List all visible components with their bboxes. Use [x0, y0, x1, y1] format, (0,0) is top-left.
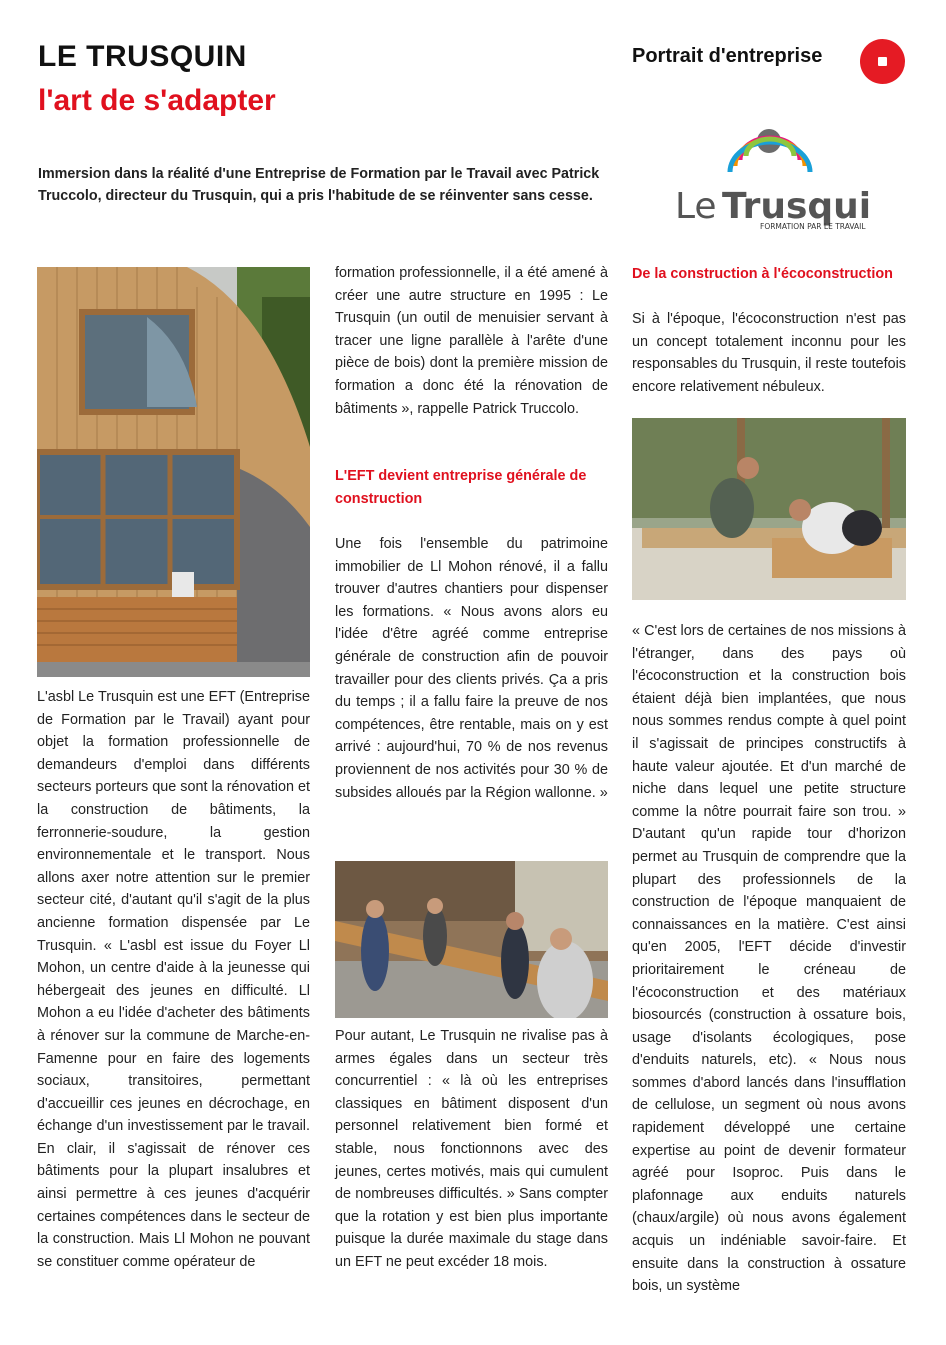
- intro-text: Immersion dans la réalité d'une Entreprise de Formation par le Travail avec Patrick Truccolo, directeur du Trusquin, qui a pris l'habitude de se réinventer sans cesse.: [38, 166, 600, 204]
- title-line2: l'art de s'adapter: [38, 84, 276, 117]
- col3-para1: [632, 308, 906, 398]
- svg-text:Trusquin: Trusqui: [722, 186, 872, 227]
- workshop-carpentry-photo: [335, 861, 608, 1018]
- workers-construction-photo: [632, 418, 906, 600]
- col2-para2: [335, 533, 608, 804]
- col2-paragraph-2: Une fois l'ensemble du patrimoine immobilier de Ll Mohon rénové, il a fallu trouver d'autres chantiers pour dispenser les formations. « Nous avons alors eu l'idée d'être agréé comme entreprise générale de construction afin de pouvoir travailler pour des clients privés. Ça a pris du temps ; il a fallu faire la preuve de nos compétences, être rentable, mais on y est arrivé : aujourd'hui, 70 % de nos revenus proviennent de nos activités pour 30 % de subsides alloués par la Région wallonne. »: [335, 536, 608, 801]
- col3-para2: [632, 620, 906, 1298]
- col3-paragraph-1: Si à l'époque, l'écoconstruction n'est pas un concept totalement inconnu pour les responsables du Trusquin, il reste toutefois encore relativement nébuleux.: [632, 311, 906, 395]
- title-line1: LE TRUSQUIN: [38, 40, 247, 73]
- section-badge-icon: [860, 39, 905, 84]
- col3-subheading: De la construction à l'écoconstruction: [632, 266, 893, 282]
- col2-subheading: L'EFT devient entreprise générale de construction: [335, 468, 587, 507]
- col3-paragraph-2: « C'est lors de certaines de nos missions à l'étranger, dans des pays où l'écoconstruction et la construction bois étaient déjà bien implantées, que nous nous sommes rendus compte à quel point il s'agissait de principes constructifs à haute valeur ajoutée. Et d'un marché de niche dans lequel une petite structure comme la nôtre pourrait faire son trou. » D'autant qu'un rapide tour d'horizon permet au Trusquin de comprendre que la plupart des professionnels de la construction de l'époque manquaient de connaissances en la matière. C'est ainsi qu'en 2005, l'EFT décide d'investir prioritairement le créneau de l'écoconstruction et des matériaux biosourcés (construction à ossature bois, usage d'isolants écologiques, pose d'enduits naturels, etc). « Nous nous sommes d'abord lancés dans l'insufflation de cellulose, un segment où nous avons rapidement développé une certaine expertise au point de devenir formateur agréé pour Isoproc. Puis dans le plafonnage aux enduits naturels (chaux/argile) où nous avons également acquis un indéniable savoir-faire. Et ensuite dans la construction à ossature bois, un système: [632, 623, 906, 1295]
- col2-para1: [335, 262, 608, 420]
- trusquin-logo: [672, 126, 872, 236]
- col2-para3: [335, 1025, 608, 1274]
- col2-paragraph-1: formation professionnelle, il a été amené à créer une autre structure en 1995 : Le Trusquin (un outil de menuisier servant à tracer une ligne parallèle à l'arête d'une pièce de bois) dont la première mission de formation a donc été la rénovation de bâtiments », rappelle Patrick Truccolo.: [335, 265, 608, 417]
- col1-body: [37, 686, 310, 1273]
- svg-text:FORMATION PAR LE TRAVAIL: FORMATION PAR LE TRAVAIL: [760, 222, 866, 231]
- section-label: Portrait d'entreprise: [632, 45, 823, 67]
- wooden-building-photo: [37, 267, 310, 677]
- col2-paragraph-3: Pour autant, Le Trusquin ne rivalise pas à armes égales dans un secteur très concurrentiel : « là où les entreprises classiques en bâtiment disposent d'un personnel relativement bien formé et stable, nous fonctionnons avec des jeunes, certes motivés, mais qui cumulent de nombreuses difficultés. » Sans compter que la rotation y est bien plus importante puisque la durée maximale du stage dans un EFT ne peut excéder 18 mois.: [335, 1028, 608, 1270]
- col1-paragraph: L'asbl Le Trusquin est une EFT (Entreprise de Formation par le Travail) ayant pour objet la formation professionnelle de demandeurs d'emploi dans différents secteurs porteurs que sont la rénovation et la construction de bâtiments, la ferronnerie-soudure, la gestion environnementale et le transport. Nous allons axer notre attention sur le premier secteur cité, d'autant qu'il s'agit de la plus ancienne formation dispensée par Le Trusquin. « L'asbl est issue du Foyer Ll Mohon, un centre d'aide à la jeunesse qui hébergeait des jeunes en difficulté. Ll Mohon a eu l'idée d'acheter des bâtiments à rénover sur la commune de Marche-en-Famenne pour en faire des logements sociaux, transitoires, permettant d'accueillir ces jeunes en décrochage, en échange d'un investissement par le travail. En clair, il s'agissait de rénover ces bâtiments pour la plupart insalubres et ainsi permettre à ces jeunes d'acquérir certaines compétences dans le secteur de la construction. Mais Ll Mohon ne pouvant se constituer comme opérateur de: [37, 689, 310, 1270]
- svg-text:Le: Le: [675, 186, 717, 227]
